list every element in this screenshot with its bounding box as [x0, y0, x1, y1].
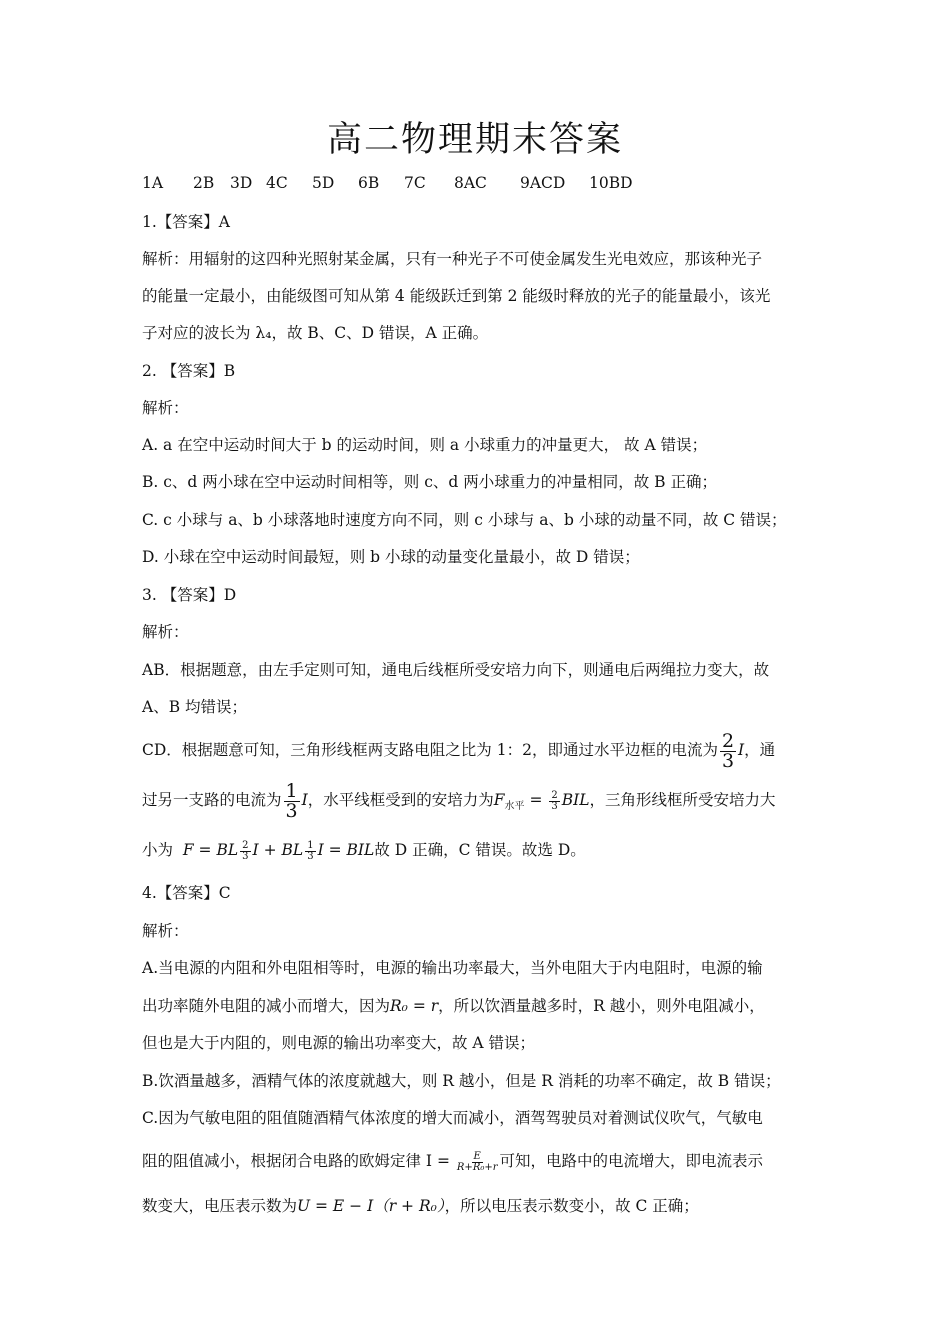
fraction-two-thirds: [720, 729, 736, 772]
q3-cd-line3: [142, 832, 812, 868]
q1-line: 解析：用辐射的这四种光照射某金属，只有一种光子不可使金属发生光电效应，那该种光子: [142, 250, 763, 268]
fraction-one-third: [284, 779, 300, 822]
q2-option-c: C. c 小球与 a、b 小球落地时速度方向不同，则 c 小球与 a、b 小球的动量不同，故 C 错误；: [142, 511, 787, 529]
q3-cd-text: ，水平线框受到的安培力为: [307, 791, 494, 809]
force-subscript: 水平: [504, 801, 525, 813]
q3-cd-line1: [142, 728, 812, 772]
equation-voltage: U = E − I（r + R₀）: [297, 1197, 445, 1215]
q4-analysis-label: 解析：: [142, 922, 189, 940]
frac-den: 3: [721, 749, 735, 772]
frac-den: 3: [551, 800, 558, 812]
current-symbol: I: [301, 791, 308, 809]
current-symbol: I: [252, 841, 259, 859]
q2-option-b: B. c、d 两小球在空中运动时间相等，则 c、d 两小球重力的冲量相同，故 B 正确；: [142, 473, 717, 491]
answer-key-item: 1A: [142, 174, 164, 192]
q3-cd-text: 故 D 正确，C 错误。故选 D。: [374, 841, 586, 859]
frac-den: 3: [307, 850, 314, 862]
q3-ab-line: AB．根据题意，由左手定则可知，通电后线框所受安培力向下，则通电后两绳拉力变大，故: [142, 661, 770, 679]
answer-key-item: 2B: [193, 174, 215, 192]
answer-key-item: 4C: [266, 174, 288, 192]
answer-key-item: 6B: [358, 174, 380, 192]
frac-num: 2: [721, 729, 735, 752]
q1-heading: 1.【答案】A: [142, 213, 230, 231]
q3-heading: 3. 【答案】D: [142, 586, 237, 604]
q4-text: 可知，电路中的电流增大，即电流表示: [499, 1152, 764, 1170]
q4-text: 出功率随外电阻的减小而增大，因为: [142, 997, 391, 1015]
current-symbol: I: [738, 741, 745, 759]
q1-line: 的能量一定最小，由能级图可知从第 4 能级跃迁到第 2 能级时释放的光子的能量最小，该光: [142, 287, 771, 305]
answer-key-item: 7C: [404, 174, 426, 192]
q4-text: 阻的阻值减小，根据闭合电路的欧姆定律 I =: [142, 1152, 450, 1170]
q4-text: ，所以饮酒量越多时，R 越小，则外电阻减小，: [438, 997, 765, 1015]
frac-num: 1: [285, 779, 298, 802]
current-symbol: I: [317, 841, 324, 859]
frac-num: 2: [242, 839, 249, 851]
q3-ab-line: A、B 均错误；: [142, 698, 248, 716]
q4-option-c-cont: [142, 1143, 812, 1179]
frac-den: 3: [242, 850, 249, 862]
equation-part: BL: [281, 841, 304, 859]
q3-cd-text: ，通: [744, 741, 776, 759]
equation-r0-equals-r: R₀ = r: [390, 997, 439, 1015]
q4-text: 数变大，电压表示数为: [142, 1197, 298, 1215]
q3-analysis-label: 解析：: [142, 623, 189, 641]
answer-key-item: 9ACD: [520, 174, 566, 192]
q4-heading: 4.【答案】C: [142, 884, 231, 902]
q4-option-c-cont: [142, 1195, 812, 1217]
page-title: 高二物理期末答案: [326, 120, 623, 160]
q1-line: 子对应的波长为 λ₄，故 B、C、D 错误，A 正确。: [142, 324, 489, 342]
q3-cd-text: CD．根据题意可知，三角形线框两支路电阻之比为 1：2，即通过水平边框的电流为: [142, 741, 718, 759]
q3-cd-text: 小为: [142, 841, 174, 859]
q4-option-a: A.当电源的内阻和外电阻相等时，电源的输出功率最大，当外电阻大于内电阻时，电源的输: [142, 959, 763, 977]
answer-key-item: 10BD: [589, 174, 633, 192]
q4-option-a-cont: [142, 995, 812, 1017]
frac-num: 1: [307, 839, 314, 851]
q3-cd-text: 过另一支路的电流为: [142, 791, 282, 809]
fraction-one-third-small: [305, 841, 315, 862]
answer-key-item: 3D: [230, 174, 253, 192]
q3-cd-line2: 过另一支路的电流为 $\frac{1}{3}$ I，水平线框受到的安培力为$F_{水平}$ = $\frac{2}{3}$ BIL，三角形线框所受安培力大: [142, 779, 776, 822]
equation-part: = BIL: [323, 841, 375, 859]
q4-option-a-cont: 但也是大于内阻的，则电源的输出功率变大，故 A 错误；: [142, 1034, 536, 1052]
q3-cd-text: ，三角形线框所受安培力大: [589, 791, 776, 809]
equation-part: BL: [216, 841, 239, 859]
frac-num: E: [473, 1150, 481, 1162]
frac-num: 2: [551, 789, 558, 801]
q2-option-a: A. a 在空中运动时间大于 b 的运动时间，则 a 小球重力的冲量更大， 故 A 错误；: [142, 436, 708, 454]
q2-option-d: D. 小球在空中运动时间最短，则 b 小球的动量变化量最小，故 D 错误；: [142, 548, 640, 566]
fraction-two-thirds-small: [240, 841, 250, 862]
q2-analysis-label: 解析：: [142, 399, 189, 417]
answer-key-item: 8AC: [454, 174, 487, 192]
q4-text: ，所以电压表示数变小，故 C 正确；: [444, 1197, 699, 1215]
q2-heading: 2. 【答案】B: [142, 362, 236, 380]
equation-part: F =: [182, 841, 217, 859]
bil-symbol: BIL: [561, 791, 590, 809]
fraction-ohms-law: [457, 1152, 498, 1173]
fraction-two-thirds-small: [549, 791, 559, 812]
frac-den: 3: [285, 799, 298, 822]
answer-key-item: 5D: [312, 174, 335, 192]
q4-option-b: B.饮酒量越多，酒精气体的浓度就越大，则 R 越小，但是 R 消耗的功率不确定，故 B 错误；: [142, 1072, 781, 1090]
equation-part: +: [258, 841, 282, 859]
frac-den: R+R₀+r: [456, 1161, 498, 1173]
q4-option-c: C.因为气敏电阻的阻值随酒精气体浓度的增大而减小，酒驾驾驶员对着测试仪吹气，气敏电: [142, 1109, 763, 1127]
force-symbol: F: [493, 791, 505, 809]
